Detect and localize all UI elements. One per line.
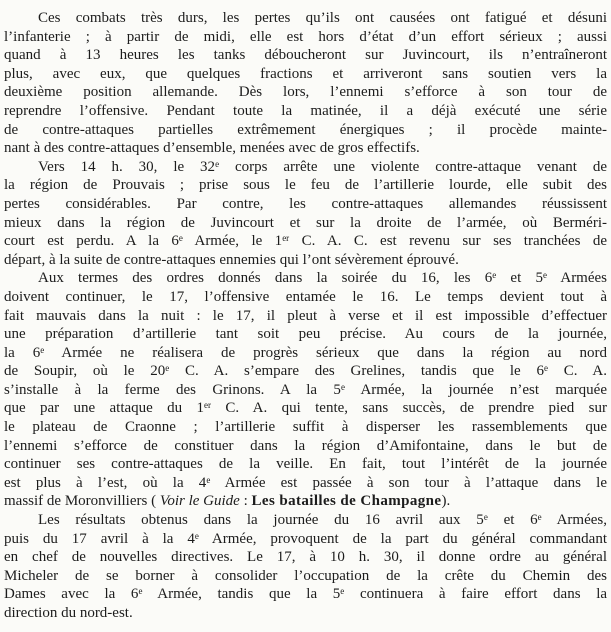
- body-text: quand à 13 heures les tanks déboucheront sur Juvincourt, ils n’entraîneront: [4, 47, 607, 64]
- body-text: continuera à faire effort dans la: [344, 586, 608, 603]
- text-line: [4, 46, 607, 65]
- ordinal-superscript: e: [340, 586, 345, 597]
- body-text: de contre-attaques partielles extrêmement énergiques ; il procède mainte-: [4, 121, 607, 138]
- body-text: et 6: [487, 512, 538, 529]
- body-text: Armée ne réalisera de progrès sérieux que dans la région au nord: [44, 344, 608, 361]
- body-text: de Soupir, où le 20: [4, 363, 166, 380]
- text-line: [4, 567, 607, 586]
- text-line: [4, 269, 607, 288]
- body-text: la 6: [4, 344, 41, 361]
- text-line: [4, 214, 607, 233]
- body-text: C. A.: [547, 363, 607, 380]
- body-text: C. A. qui tente, sans succès, de prendre pied sur: [211, 400, 607, 417]
- ordinal-superscript: e: [537, 512, 542, 523]
- body-text: nant à des contre-attaques d’ensemble, menées avec de gros effectifs.: [4, 140, 420, 157]
- body-text: mieux dans la région de Juvincourt et sur la droite de l’armée, où Berméri-: [4, 214, 607, 231]
- body-text: plus, avec eux, que quelques fractions et arriveront sans soutien vers la: [4, 65, 607, 82]
- body-text: pertes considérables. Par contre, les contre-attaques allemandes réussissent: [4, 195, 607, 212]
- page-text: [4, 9, 607, 623]
- text-line: [4, 325, 607, 344]
- body-text: C. A. s’empare des Grelines, tandis que le 6: [169, 363, 544, 380]
- text-line: [4, 176, 607, 195]
- text-line: [4, 437, 607, 456]
- text-line: [4, 195, 607, 214]
- text-line: [4, 307, 607, 326]
- body-text: Armée, provoquent de la part du général commandant: [198, 530, 607, 547]
- body-text: reprendre l’offensive. Pendant toute la matinée, il a déjà exécuté une série: [4, 102, 607, 119]
- body-text: massif de Moronvilliers (: [4, 493, 160, 510]
- body-text: est plus à l’est, où la 4: [4, 474, 207, 491]
- body-text: doivent continuer, le 17, l’offensive entamée le 16. Le temps devient tout à: [4, 288, 607, 305]
- ordinal-superscript: e: [542, 270, 547, 281]
- text-line: [4, 251, 607, 270]
- body-text: ).: [441, 493, 451, 510]
- ordinal-superscript: e: [492, 270, 497, 281]
- ordinal-superscript: e: [138, 586, 143, 597]
- bold-title-text: Les batailles de Champagne: [251, 493, 442, 510]
- text-line: [4, 83, 607, 102]
- text-line: [4, 158, 607, 177]
- body-text: Armée, la journée n’est marquée: [344, 381, 607, 398]
- body-text: deuxième position allemande. Dès lors, l’ennemi s’efforce à son tour de: [4, 84, 607, 101]
- body-text: Armée, tandis que la 5: [142, 586, 341, 603]
- body-text: Armées,: [541, 512, 607, 529]
- paragraph: [4, 269, 607, 511]
- text-line: [4, 65, 607, 84]
- text-line: [4, 344, 607, 363]
- ordinal-superscript: e: [206, 474, 211, 485]
- body-text: court est perdu. A la 6: [4, 233, 179, 250]
- text-line: [4, 232, 607, 251]
- body-text: la région de Prouvais ; prise sous le feu de l’artillerie lourde, elle subit des: [4, 177, 607, 194]
- body-text: C. A. C. est revenu sur ses tranchées de: [289, 233, 608, 250]
- text-line: [4, 530, 607, 549]
- body-text: fait mauvais dans la nuit : le 17, il pleut à verse et il est impossible d’effectuer: [4, 307, 607, 324]
- paragraph: [4, 158, 607, 270]
- body-text: Les résultats obtenus dans la journée du 16 avril aux 5: [38, 512, 484, 529]
- body-text: Ces combats très durs, les pertes qu’ils ont causées ont fatigué et désuni: [38, 10, 607, 26]
- ordinal-superscript: e: [483, 512, 488, 523]
- body-text: continuer ses contre-attaques de la veille. En fait, tout l’intérêt de la journée: [4, 456, 607, 473]
- body-text: l’ennemi s’efforce de constituer dans la région d’Amifontaine, dans le but de: [4, 437, 607, 454]
- ordinal-superscript: er: [282, 233, 290, 244]
- body-text: puis du 17 avril à la 4: [4, 530, 195, 547]
- text-line: [4, 492, 607, 511]
- ordinal-superscript: e: [194, 530, 199, 541]
- text-line: [4, 455, 607, 474]
- body-text: et 5: [496, 270, 543, 287]
- body-text: Armée est passée à son tour à l’attaque dans le: [210, 474, 607, 491]
- text-line: [4, 418, 607, 437]
- body-text: Aux termes des ordres donnés dans la soirée du 16, les 6: [38, 270, 493, 287]
- body-text: :: [239, 493, 252, 510]
- body-text: direction du nord-est.: [4, 605, 133, 621]
- text-line: [4, 139, 607, 158]
- ordinal-superscript: er: [204, 400, 212, 411]
- body-text: Armée, le 1: [182, 233, 283, 250]
- text-line: [4, 548, 607, 567]
- body-text: l’infanterie ; à partir de midi, elle est hors d’état d’un effort sérieux ; aussi: [4, 28, 607, 45]
- ordinal-superscript: e: [340, 381, 345, 392]
- body-text: s’installe à la ferme des Grinons. A la 5: [4, 381, 341, 398]
- body-text: Vers 14 h. 30, le 32: [38, 158, 216, 175]
- ordinal-superscript: e: [178, 233, 183, 244]
- text-line: [4, 288, 607, 307]
- text-line: [4, 381, 607, 400]
- ordinal-superscript: e: [215, 158, 220, 169]
- text-line: [4, 362, 607, 381]
- ordinal-superscript: e: [165, 363, 170, 374]
- italic-text: Voir le Guide: [159, 493, 240, 510]
- body-text: Armées: [546, 270, 608, 287]
- text-line: [4, 474, 607, 493]
- text-line: [4, 121, 607, 140]
- body-text: le plateau de Craonne ; l’artillerie suffit à disperser les rassemblements que: [4, 419, 607, 436]
- text-line: [4, 585, 607, 604]
- ordinal-superscript: e: [40, 344, 45, 355]
- paragraph: [4, 511, 607, 623]
- body-text: en chef de nouvelles directives. Le 17, à 10 h. 30, il donne ordre au général: [4, 549, 607, 566]
- text-line: [4, 102, 607, 121]
- text-line: [4, 604, 607, 623]
- ordinal-superscript: e: [543, 363, 548, 374]
- paragraph: [4, 9, 607, 158]
- body-text: Micheler de se borner à consolider l’occupation de la crête du Chemin des: [4, 567, 607, 584]
- text-line: [4, 28, 607, 47]
- text-line: [4, 399, 607, 418]
- body-text: corps arrête une violente contre-attaque venant de: [219, 158, 607, 175]
- body-text: Dames avec la 6: [4, 586, 139, 603]
- text-line: [4, 9, 607, 28]
- body-text: une préparation d’artillerie tant soit peu précise. Au cours de la journée,: [4, 326, 607, 343]
- text-line: [4, 511, 607, 530]
- body-text: que par une attaque du 1: [4, 400, 205, 417]
- body-text: départ, à la suite de contre-attaques ennemies qui l’ont sévèrement éprouvé.: [4, 251, 459, 268]
